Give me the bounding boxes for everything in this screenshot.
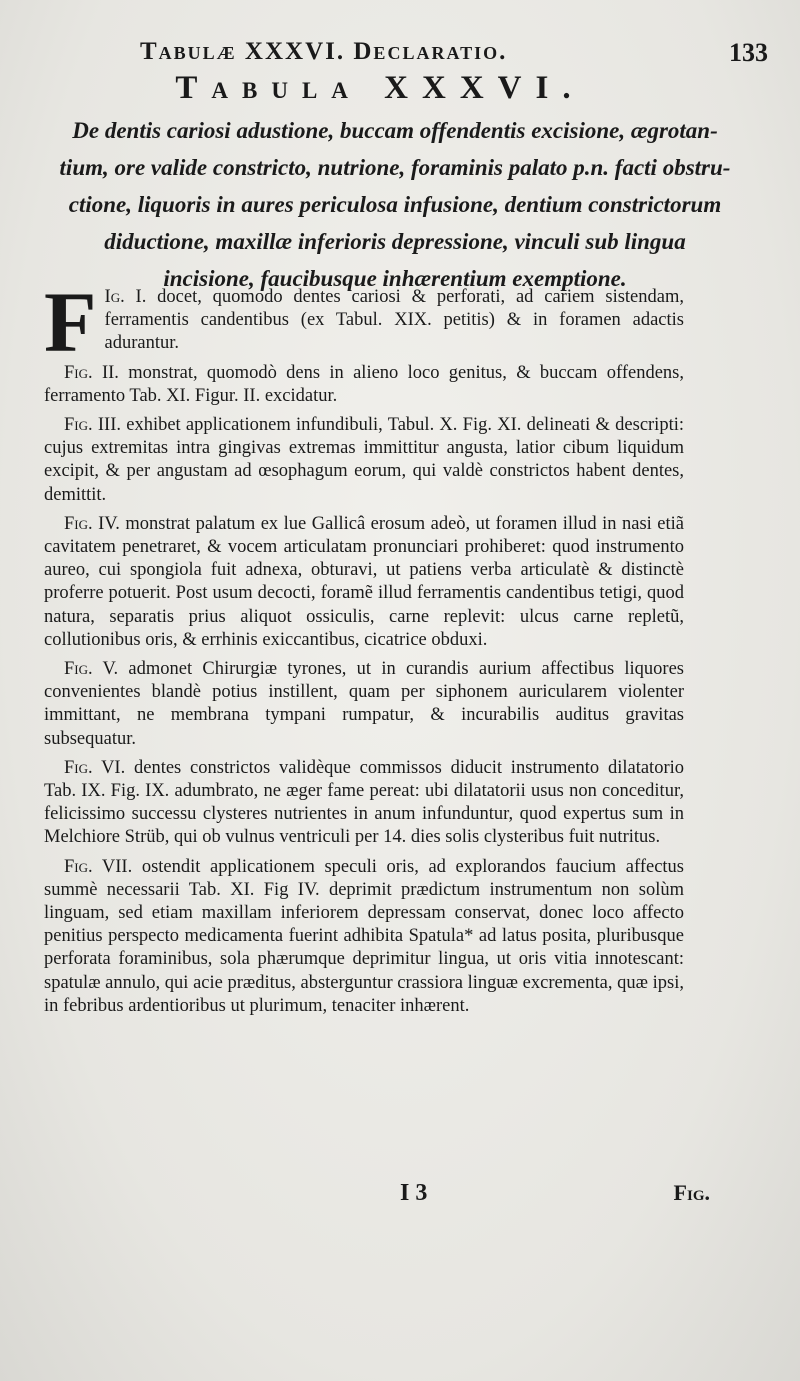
running-head	[140, 38, 780, 72]
figure-label: Fig. IV.	[64, 513, 120, 534]
plate-summary	[50, 112, 740, 297]
drop-cap: F	[44, 274, 97, 370]
figure-label: Fig. III.	[64, 415, 121, 436]
figure-text: monstrat, quomodò dens in alieno loco genitus, & buccam offendens, ferramento Tab. XI. Figur. II. excidatur.	[44, 362, 684, 406]
plate-title: Tabula XXXVI.	[175, 70, 585, 106]
catchword: Fig.	[673, 1180, 710, 1205]
figure-text: monstrat palatum ex lue Gallicâ erosum adeò, ut foramen illud in nasi etiã cavitatem penetraret, & vocem articulatam pronunciari prohiberet: quod instrumento aureo, cui spongiola fuit adnexa, obturavi, ut patiens verba articulatè & distinctè proferre potuerit. Post usum decocti, foramẽ illud ferramentis candentibus tetigi, quod natura, separatis prius aliquot ossiculis, carne replevit: ulcus carne repletũ, collutionibus oris, & errhinis exiccantibus, cicatrice obduxi.	[44, 513, 684, 650]
page-number: 133	[729, 38, 768, 67]
summary-line: incisione, faucibusque inhærentium exemptione.	[163, 266, 627, 291]
running-title: Tabulæ XXXVI. Declaratio.	[140, 38, 508, 65]
figure-paragraph	[44, 513, 684, 652]
summary-line: diductione, maxillæ inferioris depressione, vinculi sub lingua	[104, 229, 686, 254]
figure-text: ostendit applicationem speculi oris, ad explorandos faucium affectus summè necessarii Tab. XI. Fig IV. deprimit prædictum instrumentum non solùm linguam, sed etiam maxillam inferiorem depressam conservat, donec loco affecto penitius perspecto medicamenta fuerint adhibita Spatula* ad latus posita, pluribusque perforata foraminibus, sola phærumque deprimitur lingua, ut oris vitia innotescant: spatulæ annulo, qui acie præditus, absterguntur crassiora linguæ excrementa, quæ ipsi, in febribus ardentioribus ut plurimum, tenaciter inhærent.	[44, 856, 685, 1016]
figure-paragraph	[44, 658, 684, 751]
page-footer	[0, 1180, 760, 1220]
figure-label: Fig. VI.	[64, 757, 126, 778]
figure-label: Ig. I.	[104, 287, 147, 307]
summary-line: De dentis cariosi adustione, buccam offendentis excisione, ægrotan-	[72, 118, 718, 143]
figure-text: docet, quomodo dentes cariosi & perforati, ad cariem sistendam, ferramentis candentibus (ex Tabul. XIX. petitis) & in foramen adactis adurantur.	[104, 287, 684, 354]
figure-text: exhibet applicationem infundibuli, Tabul. X. Fig. XI. delineati & descripti: cujus extremitas intra gingivas extremas immittitur angusta, latior cibum liquidum excipit, & per angustam ad œsophagum eorum, qui valdè constrictos habent dentes, demittit.	[44, 415, 684, 505]
figure-label: Fig. II.	[64, 362, 119, 383]
figure-text: dentes constrictos validèque commissos diducit instrumento dilatatorio Tab. IX. Fig. IX. adumbrato, ne æger fame pereat: ubi dilatatorii usus non conceditur, felicissimo successu clysteres nutrientes in anum infunduntur, quod expertus sum in Melchiore Strüb, qui ob vulnus ventriculi per 14. dies solis clysteribus fuit nutritus.	[44, 757, 684, 848]
figure-text: admonet Chirurgiæ tyrones, ut in curandis aurium affectibus liquores convenientes blandè potius instillent, quam per siphonem auricularem violenter immittant, ne membrana tympani rumpatur, & incurabilis auditus gravitas subsequatur.	[44, 659, 684, 749]
figure-paragraph	[44, 362, 684, 408]
signature-mark: I 3	[400, 1180, 428, 1206]
summary-line: tium, ore valide constricto, nutrione, foraminis palato p.n. facti obstru-	[59, 155, 731, 180]
figure-paragraph	[44, 757, 684, 850]
figure-label: Fig. VII.	[64, 856, 133, 877]
summary-line: ctione, liquoris in aures periculosa infusione, dentium constrictorum	[68, 192, 722, 217]
figure-label: Fig. V.	[64, 659, 119, 680]
figure-paragraph	[44, 856, 684, 1018]
figure-paragraph	[44, 414, 684, 507]
